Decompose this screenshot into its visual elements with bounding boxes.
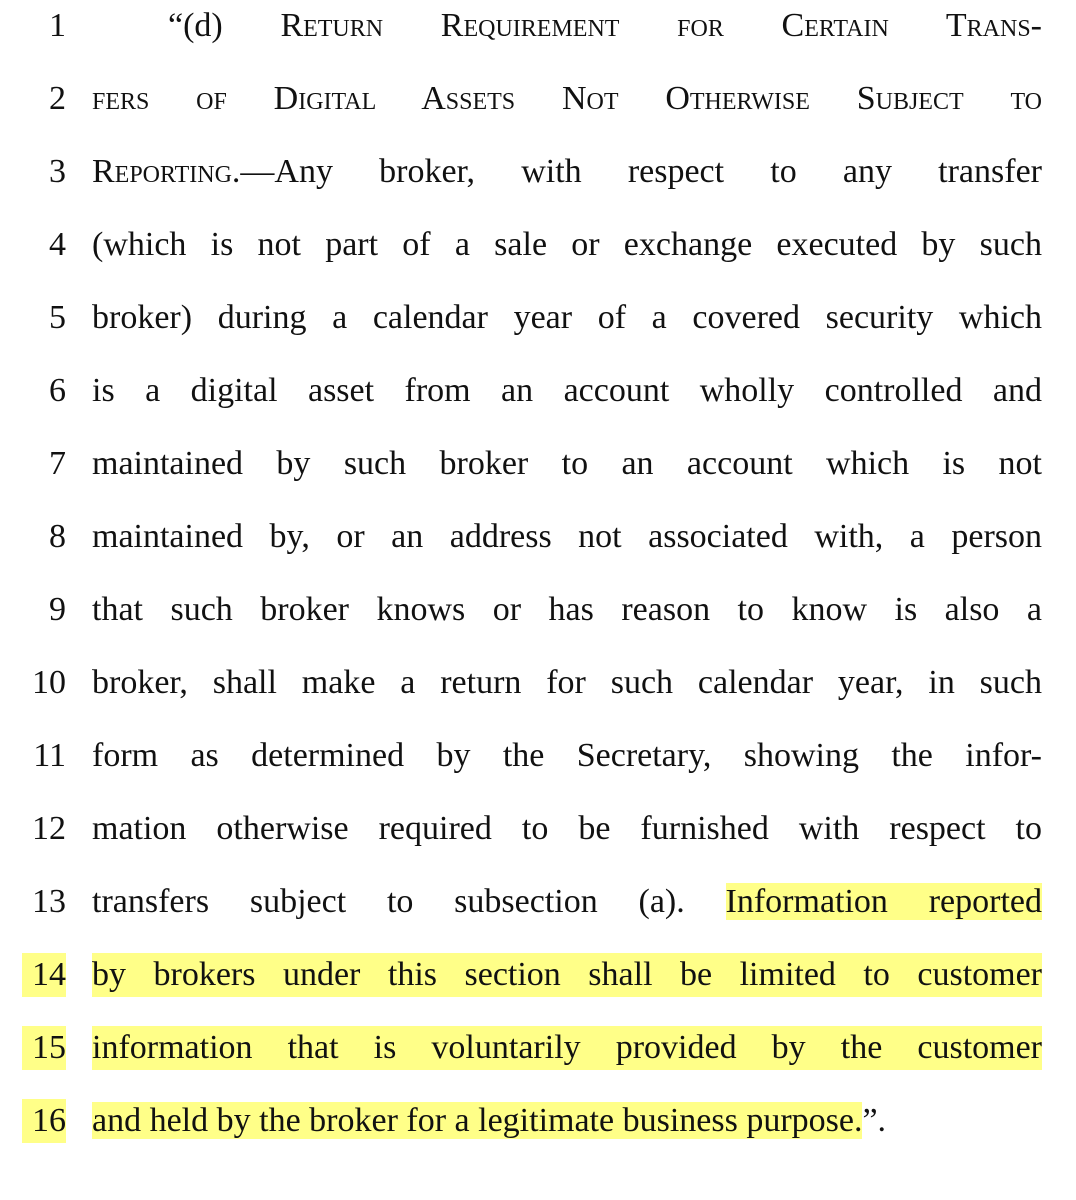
line-number: 13 [32,883,66,920]
line-number: 7 [49,445,66,482]
section-heading-caps: Return Requirement for Certain Trans- [280,7,1042,44]
document-line [0,365,1076,438]
document-line [0,876,1076,949]
line-text [92,880,1042,924]
line-text-plain: transfers subject to subsection (a). [92,883,726,920]
line-text [92,150,1042,194]
document-line [0,0,1076,73]
line-number: 8 [49,518,66,555]
line-text: form as determined by the Secretary, showing the infor- [92,737,1042,774]
document-line [0,584,1076,657]
line-number: 2 [49,80,66,117]
document-line [0,73,1076,146]
line-text: is a digital asset from an account wholly controlled and [92,372,1042,409]
line-number: 6 [49,372,66,409]
highlighted-text: Information reported [725,883,1042,920]
line-text: broker) during a calendar year of a covered security which [92,299,1042,336]
document-line [0,438,1076,511]
line-text-plain: —Any broker, with respect to any transfer [240,153,1042,190]
document-line [0,511,1076,584]
highlighted-text: by brokers under this section shall be limited to customer [92,953,1042,997]
line-text [168,4,1042,48]
highlighted-text: and held by the broker for a legitimate business purpose. [92,1102,863,1139]
line-text [92,77,1042,121]
document-line [0,657,1076,730]
section-heading-caps: Reporting. [92,153,241,190]
line-number: 1 [49,7,66,44]
document-line-highlighted [0,949,1076,1022]
line-number: 14 [22,953,66,997]
line-text-plain: ”. [862,1102,887,1139]
document-line [0,219,1076,292]
line-text: (which is not part of a sale or exchange executed by such [92,226,1042,263]
line-number: 9 [49,591,66,628]
line-number: 11 [33,737,66,774]
line-text-plain: “(d) [168,7,281,44]
line-number: 3 [49,153,66,190]
line-number: 4 [49,226,66,263]
line-text: maintained by such broker to an account which is not [92,445,1042,482]
line-number: 12 [32,810,66,847]
document-line [0,292,1076,365]
line-text: mation otherwise required to be furnished with respect to [92,810,1042,847]
line-text: that such broker knows or has reason to know is also a [92,591,1042,628]
document-line-highlighted [0,1022,1076,1095]
highlighted-text: information that is voluntarily provided by the customer [92,1026,1042,1070]
document-line-highlighted [0,1095,1076,1168]
document-line [0,730,1076,803]
line-text: broker, shall make a return for such calendar year, in such [92,664,1042,701]
line-text: maintained by, or an address not associated with, a person [92,518,1042,555]
section-heading-caps: fers of Digital Assets Not Otherwise Subject to [92,80,1042,117]
line-number: 16 [22,1099,66,1143]
document-line [0,146,1076,219]
line-number: 10 [32,664,66,701]
line-number: 5 [49,299,66,336]
line-text [92,1099,1042,1143]
line-number: 15 [22,1026,66,1070]
document-line [0,803,1076,876]
